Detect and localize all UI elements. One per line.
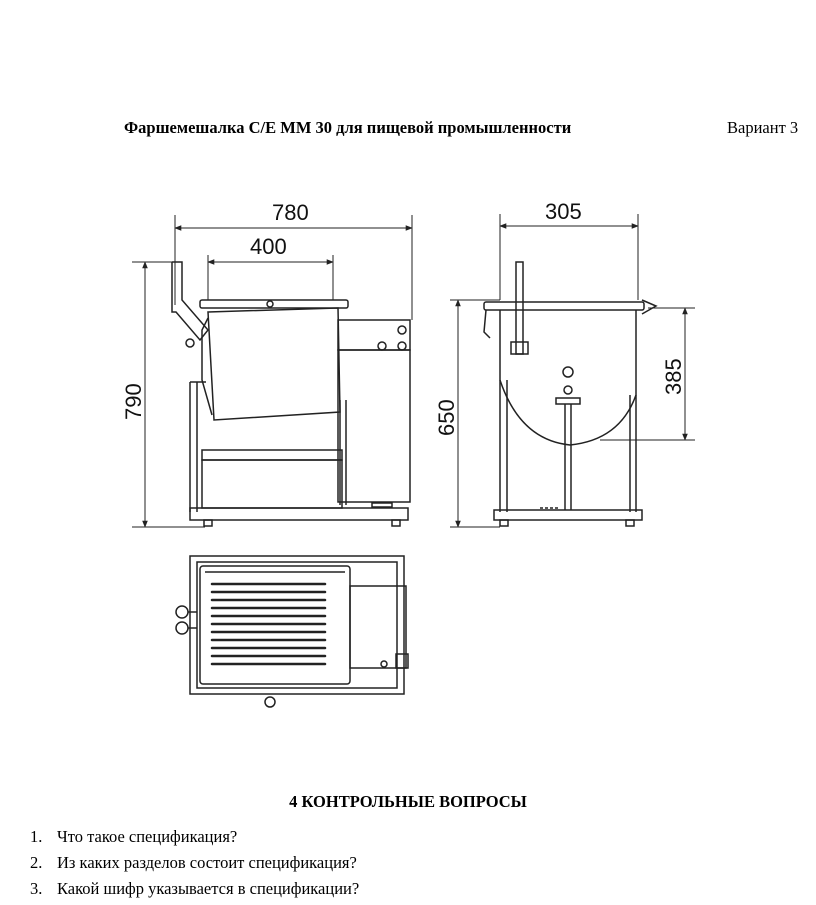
document-title: Фаршемешалка C/E MM 30 для пищевой промышленности <box>124 118 572 137</box>
list-item <box>30 827 359 853</box>
list-item <box>30 879 359 905</box>
list-item-number: 1. <box>30 827 43 846</box>
list-item-number: 2. <box>30 853 43 872</box>
list-item-text: Какой шифр указывается в спецификации? <box>57 879 360 898</box>
section-heading: 4 КОНТРОЛЬНЫЕ ВОПРОСЫ <box>289 792 527 811</box>
variant-label: Вариант 3 <box>727 118 799 137</box>
grille-slots <box>212 584 325 664</box>
front-view <box>132 215 412 527</box>
dim-790: 790 <box>121 383 146 420</box>
dim-650: 650 <box>434 399 459 436</box>
list-item <box>30 853 359 879</box>
list-item-number: 3. <box>30 879 43 898</box>
dim-305: 305 <box>545 199 582 224</box>
dim-385: 385 <box>661 358 686 395</box>
list-item-text: Что такое спецификация? <box>57 827 238 846</box>
dim-400: 400 <box>250 234 287 259</box>
top-view <box>176 556 408 707</box>
list-item-text: Из каких разделов состоит спецификация? <box>57 853 357 872</box>
dim-780: 780 <box>272 200 309 225</box>
questions-list <box>30 827 359 905</box>
side-view <box>450 214 695 527</box>
